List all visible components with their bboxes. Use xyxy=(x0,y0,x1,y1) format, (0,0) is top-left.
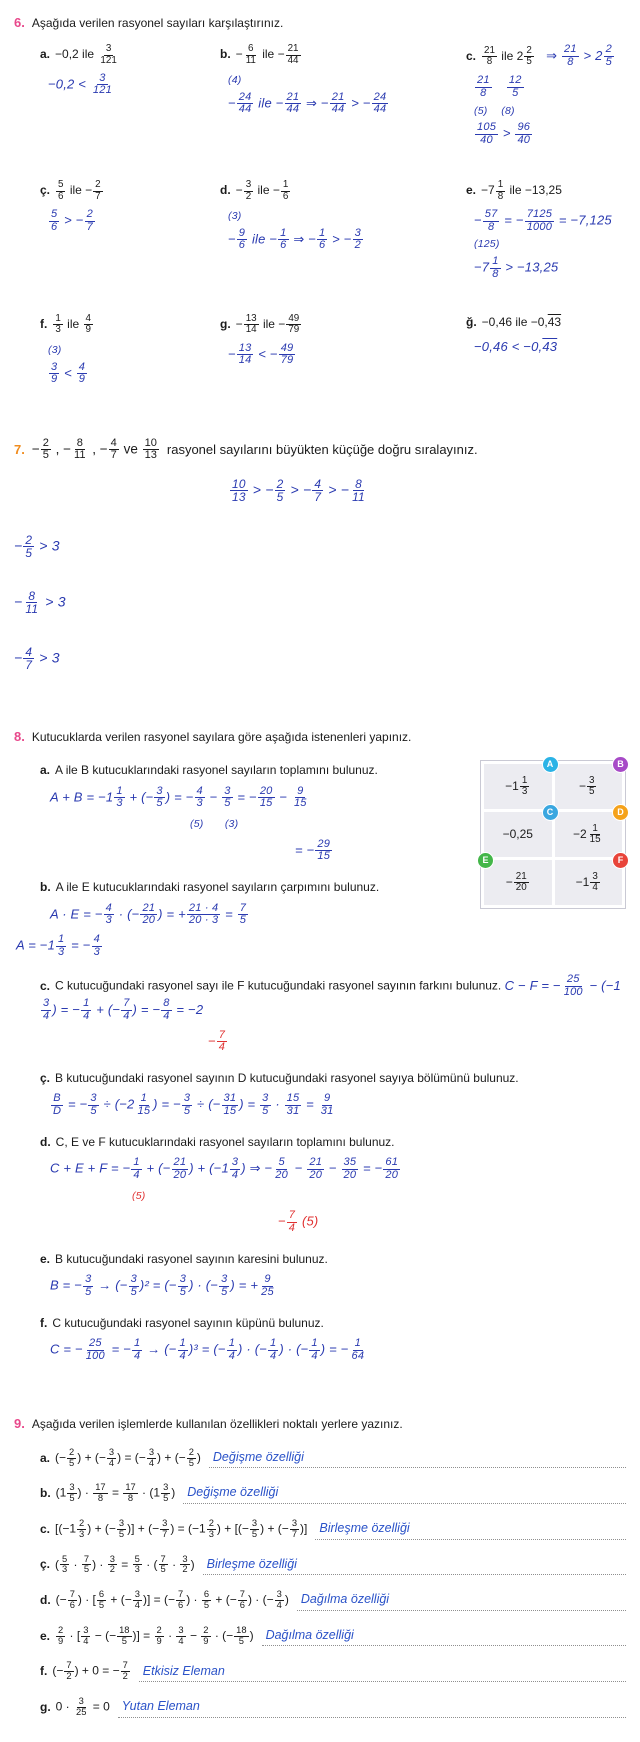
badge-b: B xyxy=(612,756,629,773)
item-label: b. xyxy=(40,879,51,894)
handwritten-work: (3) xyxy=(228,210,242,223)
printed-expression xyxy=(466,44,626,68)
answer-line xyxy=(183,1484,626,1504)
badge-c: C xyxy=(542,804,559,821)
q8-item-f xyxy=(40,1315,626,1363)
printed-equation: ( $\frac{5}{3}$ · $\frac{7}{5}$ ) · $\frac{3}{2}$ = $\frac{5}{3}$ · ( $\frac{7}{5}$ · $\frac{3}{2}$ ) xyxy=(55,1553,195,1575)
answer-line xyxy=(209,1449,626,1469)
printed-equation: (− $\frac{2}{5}$ ) + (− $\frac{3}{4}$ ) = (− $\frac{3}{4}$ ) + (− $\frac{2}{5}$ ) xyxy=(55,1446,201,1468)
handwritten-work: = − $\frac{29}{15}$ xyxy=(295,837,331,863)
question-number: 6. xyxy=(14,15,25,30)
prompt-text: C kutucuğundaki rasyonel sayının küpünü bulunuz. xyxy=(52,1315,324,1330)
item-label: ç. xyxy=(40,183,51,198)
answer-line xyxy=(262,1627,626,1647)
q6-item-g xyxy=(220,314,458,386)
printed-expression xyxy=(40,44,212,66)
table-cell-f xyxy=(555,855,624,905)
item-label: g. xyxy=(220,317,231,332)
handwritten-answer: Değişme özelliği xyxy=(187,1485,279,1500)
table-cell-c xyxy=(484,807,554,857)
handwritten-work: C − F = − $\frac{25}{100}$ − (−1 $\frac{3}{4}$ ) = − $\frac{1}{4}$ + (− $\frac{7}{4}$ ) = − $\frac{8}{4}$ = −2 xyxy=(43,973,621,1022)
q8-item-d xyxy=(40,1134,626,1235)
handwritten-work: − $\frac{57}{8}$ = − $\frac{7125}{1000}$ = −7,125 xyxy=(474,208,612,233)
item-text xyxy=(40,1315,626,1332)
item-label: f. xyxy=(40,1664,48,1679)
handwritten-work: (5) (3) xyxy=(190,818,239,831)
printed-expression xyxy=(220,44,458,66)
item-label: a. xyxy=(40,763,51,778)
badge-d: D xyxy=(612,804,629,821)
cell-value: −0,25 xyxy=(502,827,533,842)
q6-item-d xyxy=(220,180,458,280)
handwritten-work: $\frac{B}{D}$ = − $\frac{3}{5}$ ÷ (−2 $\frac{1}{15}$ ) = − $\frac{3}{5}$ ÷ (− $\frac{31}{15}$ ) = $\frac{3}{5}$ · $\frac{15}{31}$ = $\frac{9}{31}$ xyxy=(53,1092,334,1118)
cell-value: −2 $\frac{1}{15}$ xyxy=(572,822,601,846)
answer-line xyxy=(203,1556,626,1576)
prompt-text: C kutucuğundaki rasyonel sayı ile F kutucuğundaki rasyonel sayının farkını bulunuz. xyxy=(55,978,502,993)
q9-row-g xyxy=(40,1697,626,1718)
handwritten-work: (5) (8) xyxy=(474,104,515,117)
q9-row-a xyxy=(40,1448,626,1469)
prompt-text: C, E ve F kutucuklarındaki rasyonel sayıların toplamını bulunuz. xyxy=(55,1134,395,1149)
item-label: g. xyxy=(40,1699,51,1714)
q6-item-gg xyxy=(466,314,626,386)
item-text xyxy=(40,1134,626,1151)
item-label: e. xyxy=(40,1251,51,1266)
handwritten-work: − $\frac{9}{6}$ ile − $\frac{1}{6}$ ⇒ − $\frac{1}{6}$ > − $\frac{3}{2}$ xyxy=(228,226,361,252)
prompt-text: B kutucuğundaki rasyonel sayının karesini bulunuz. xyxy=(55,1251,328,1266)
question-number: 8. xyxy=(14,728,25,744)
handwritten-work: (125) xyxy=(474,238,500,251)
item-label: ç. xyxy=(40,1557,51,1572)
handwritten-work: B = − $\frac{3}{5}$ → (− $\frac{3}{5}$ )² = (− $\frac{3}{5}$ ) · (− $\frac{3}{5}$ ) = + $\frac{9}{25}$ xyxy=(50,1273,274,1298)
badge-e: E xyxy=(477,852,494,869)
expression: $\frac{1}{3}$ ile $\frac{4}{9}$ xyxy=(55,313,91,336)
item-label: d. xyxy=(40,1593,51,1608)
handwritten-work: −7 $\frac{1}{8}$ > −13,25 xyxy=(474,254,559,280)
handwritten-work: −0,46 < −0,43 xyxy=(474,338,558,354)
comparison-grid xyxy=(40,44,626,386)
expression: − $\frac{6}{11}$ ile − $\frac{21}{44}$ xyxy=(235,43,299,66)
question-7-header xyxy=(14,438,626,462)
handwritten-work: − $\frac{13}{14}$ < − $\frac{49}{79}$ xyxy=(228,341,294,367)
table-cell-e xyxy=(482,855,552,905)
handwritten-work-red: − $\frac{7}{4}$ xyxy=(208,1028,226,1054)
q6-item-a xyxy=(40,44,212,146)
item-label: c. xyxy=(40,1521,51,1536)
q6-item-e xyxy=(466,180,626,280)
answer-line xyxy=(139,1663,626,1683)
question-9 xyxy=(14,1415,626,1718)
question-8 xyxy=(14,728,626,1363)
q6-item-cc xyxy=(40,180,212,280)
printed-equation: (− $\frac{7}{6}$ ) · [ $\frac{6}{5}$ + (− $\frac{3}{4}$ )] = (− $\frac{7}{6}$ ) · $\frac{6}{5}$ + (− $\frac{7}{6}$ ) · (− $\frac{3}{4}$ ) xyxy=(55,1589,289,1610)
item-label: a. xyxy=(40,47,51,62)
item-text xyxy=(40,974,626,1022)
item-text xyxy=(40,1070,626,1087)
item-label: b. xyxy=(40,1486,51,1501)
handwritten-answer: Değişme özelliği xyxy=(212,1449,304,1464)
badge-f: F xyxy=(612,852,629,869)
handwritten-note: − $\frac{8}{11}$ > 3 xyxy=(14,588,66,617)
handwritten-answer: Yutan Eleman xyxy=(121,1699,200,1714)
printed-expression: − $\frac{2}{5}$ , − $\frac{8}{11}$ , − $\frac{4}{7}$ ve $\frac{10}{13}$ xyxy=(31,436,157,462)
handwritten-work: $\frac{105}{40}$ > $\frac{96}{40}$ xyxy=(477,121,531,146)
question-9-header xyxy=(14,1415,626,1433)
printed-expression xyxy=(40,314,212,336)
prompt-text: A ile B kutucuklarındaki rasyonel sayıların toplamını bulunuz. xyxy=(55,763,378,778)
printed-equation: $\frac{2}{9}$ · [ $\frac{3}{4}$ − (− $\frac{18}{5}$ )] = $\frac{2}{9}$ · $\frac{3}{4}$ − $\frac{2}{9}$ · (− $\frac{18}{5}$ ) xyxy=(58,1624,254,1646)
question-prompt: Kutucuklarda verilen rasyonel sayılara göre aşağıda istenenleri yapınız. xyxy=(31,729,412,744)
handwritten-answer: Dağılma özelliği xyxy=(265,1627,354,1642)
handwritten-work: (3) xyxy=(48,343,62,356)
question-6-header xyxy=(14,14,626,32)
q9-row-f xyxy=(40,1661,626,1682)
cell-value: −1 $\frac{1}{3}$ xyxy=(505,774,528,798)
table-cell-a xyxy=(484,759,554,809)
q9-row-e xyxy=(40,1626,626,1647)
question-number: 7. xyxy=(14,441,25,457)
handwritten-work-red: (5) xyxy=(132,1189,146,1202)
cell-value: − $\frac{21}{20}$ xyxy=(505,870,527,894)
handwritten-work-red: − $\frac{7}{4}$ (5) xyxy=(278,1209,319,1234)
expression: −0,2 ile $\frac{3}{121}$ xyxy=(55,43,117,66)
item-label: e. xyxy=(40,1628,51,1643)
handwritten-answer: Etkisiz Eleman xyxy=(142,1663,225,1678)
item-label: c. xyxy=(40,978,51,993)
question-8-body xyxy=(14,759,626,1362)
item-label: ğ. xyxy=(466,315,477,330)
expression: − $\frac{13}{14}$ ile − $\frac{49}{79}$ xyxy=(235,313,300,336)
handwritten-work: $\frac{21}{8}$ $\frac{12}{5}$ xyxy=(477,74,522,99)
q6-item-b xyxy=(220,44,458,146)
question-prompt: Aşağıda verilen rasyonel sayıları karşılaştırınız. xyxy=(31,16,284,30)
expression: − $\frac{3}{2}$ ile − $\frac{1}{6}$ xyxy=(235,179,289,202)
handwritten-work: (4) xyxy=(228,73,242,86)
q8-item-e xyxy=(40,1251,626,1299)
item-label: f. xyxy=(40,1315,48,1330)
item-text xyxy=(40,1251,626,1268)
item-label: b. xyxy=(220,47,231,62)
item-label: f. xyxy=(40,317,48,332)
handwritten-work: $\frac{3}{9}$ < $\frac{4}{9}$ xyxy=(51,360,86,386)
handwritten-answer: Birleşme özelliği xyxy=(206,1556,297,1571)
answer-line xyxy=(118,1698,626,1718)
handwritten-answer: Dağılma özelliği xyxy=(300,1592,390,1607)
printed-expression xyxy=(220,180,458,202)
prompt-text: A ile E kutucuklarındaki rasyonel sayıların çarpımını bulunuz. xyxy=(55,879,380,894)
printed-expression xyxy=(220,314,458,336)
q6-item-f xyxy=(40,314,212,386)
printed-equation: 0 · $\frac{3}{25}$ = 0 xyxy=(55,1696,110,1717)
item-label: c. xyxy=(466,48,477,63)
q8-item-cc xyxy=(40,1070,626,1118)
expression: −0,46 ile −0,43 xyxy=(481,315,562,330)
question-prompt: Aşağıda verilen işlemlerde kullanılan özellikleri noktalı yerlere yazınız. xyxy=(31,1416,403,1431)
expression: $\frac{5}{6}$ ile − $\frac{2}{7}$ xyxy=(58,179,101,202)
item-label: a. xyxy=(40,1450,51,1465)
q6-item-c xyxy=(466,44,626,146)
printed-equation: [(−1 $\frac{2}{3}$ ) + (− $\frac{3}{5}$ )] + (− $\frac{3}{7}$ ) = (−1 $\frac{2}{3}$ ) + [(− $\frac{3}{5}$ ) + (− $\frac{3}{7}$ )] xyxy=(55,1517,308,1539)
handwritten-work: A = −1 $\frac{1}{3}$ = − $\frac{4}{3}$ xyxy=(16,932,100,958)
question-7 xyxy=(14,438,626,672)
question-number: 9. xyxy=(14,1415,25,1431)
printed-equation: (1 $\frac{3}{5}$ ) · $\frac{17}{8}$ = $\frac{17}{8}$ · (1 $\frac{3}{5}$ ) xyxy=(55,1482,176,1504)
question-8-header xyxy=(14,728,626,746)
item-label: e. xyxy=(466,183,477,198)
handwritten-note: − $\frac{4}{7}$ > 3 xyxy=(14,644,60,673)
handwritten-work: $\frac{5}{6}$ > − $\frac{2}{7}$ xyxy=(51,208,93,233)
q9-row-b xyxy=(40,1483,626,1504)
badge-a: A xyxy=(542,756,559,773)
cell-value: − $\frac{3}{5}$ xyxy=(579,774,595,798)
handwritten-work: A + B = −1 $\frac{1}{3}$ + (− $\frac{3}{5}$ ) = − $\frac{4}{3}$ − $\frac{3}{5}$ = − $\frac{20}{15}$ − $\frac{9}{15}$ xyxy=(50,784,307,810)
printed-expression xyxy=(466,314,626,331)
q9-row-cc xyxy=(40,1555,626,1576)
q9-row-c xyxy=(40,1519,626,1540)
cell-value: −1 $\frac{3}{4}$ xyxy=(575,870,598,894)
table-cell-b xyxy=(555,759,624,809)
table-cell-d xyxy=(555,807,624,857)
question-6 xyxy=(14,14,626,386)
handwritten-work: C = − $\frac{25}{100}$ = − $\frac{1}{4}$ → (− $\frac{1}{4}$ )³ = (− $\frac{1}{4}$ ) · (− $\frac{1}{4}$ ) · (− $\frac{1}{4}$ ) = − $\frac{1}{64}$ xyxy=(50,1337,365,1362)
item-label: d. xyxy=(220,183,231,198)
item-label: ç. xyxy=(40,1070,51,1085)
printed-expression xyxy=(40,180,212,202)
rational-number-table xyxy=(480,760,626,909)
expression: $\frac{21}{8}$ ile 2 $\frac{2}{5}$ xyxy=(484,44,532,68)
handwritten-note: ⇒ $\frac{21}{8}$ > 2 $\frac{2}{5}$ xyxy=(546,43,612,68)
answer-line xyxy=(297,1591,626,1611)
prompt-text: B kutucuğundaki rasyonel sayının D kutucuğundaki rasyonel sayıya bölümünü bulunuz. xyxy=(55,1070,519,1085)
expression: −7 $\frac{1}{8}$ ile −13,25 xyxy=(481,179,562,202)
q8-item-c xyxy=(40,974,626,1054)
printed-equation: (− $\frac{7}{2}$ ) + 0 = − $\frac{7}{2}$ xyxy=(52,1660,128,1682)
handwritten-work: C + E + F = − $\frac{1}{4}$ + (− $\frac{21}{20}$ ) + (−1 $\frac{3}{4}$ ) ⇒ − $\frac{5}{20}$ − $\frac{21}{20}$ − $\frac{35}{20}$ = − $\frac{61}{20}$ xyxy=(50,1156,399,1182)
q9-row-d xyxy=(40,1590,626,1611)
handwritten-work: −0,2 < $\frac{3}{121}$ xyxy=(48,71,112,97)
handwritten-ordering: $\frac{10}{13}$ > − $\frac{2}{5}$ > − $\frac{4}{7}$ > − $\frac{8}{11}$ xyxy=(232,476,365,505)
printed-expression xyxy=(466,180,626,202)
handwritten-answer: Birleşme özelliği xyxy=(319,1521,410,1536)
question-prompt: rasyonel sayılarını büyükten küçüğe doğru sıralayınız. xyxy=(166,441,478,457)
handwritten-work: − $\frac{24}{44}$ ile − $\frac{21}{44}$ ⇒ − $\frac{21}{44}$ > − $\frac{24}{44}$ xyxy=(228,90,387,116)
handwritten-work: A · E = − $\frac{4}{3}$ · (− $\frac{21}{20}$ ) = + $\frac{21 \cdot 4}{20 \cdot 3}$ = $\frac{7}{5}$ xyxy=(50,901,247,927)
item-label: d. xyxy=(40,1134,51,1149)
handwritten-note: − $\frac{2}{5}$ > 3 xyxy=(14,532,60,561)
